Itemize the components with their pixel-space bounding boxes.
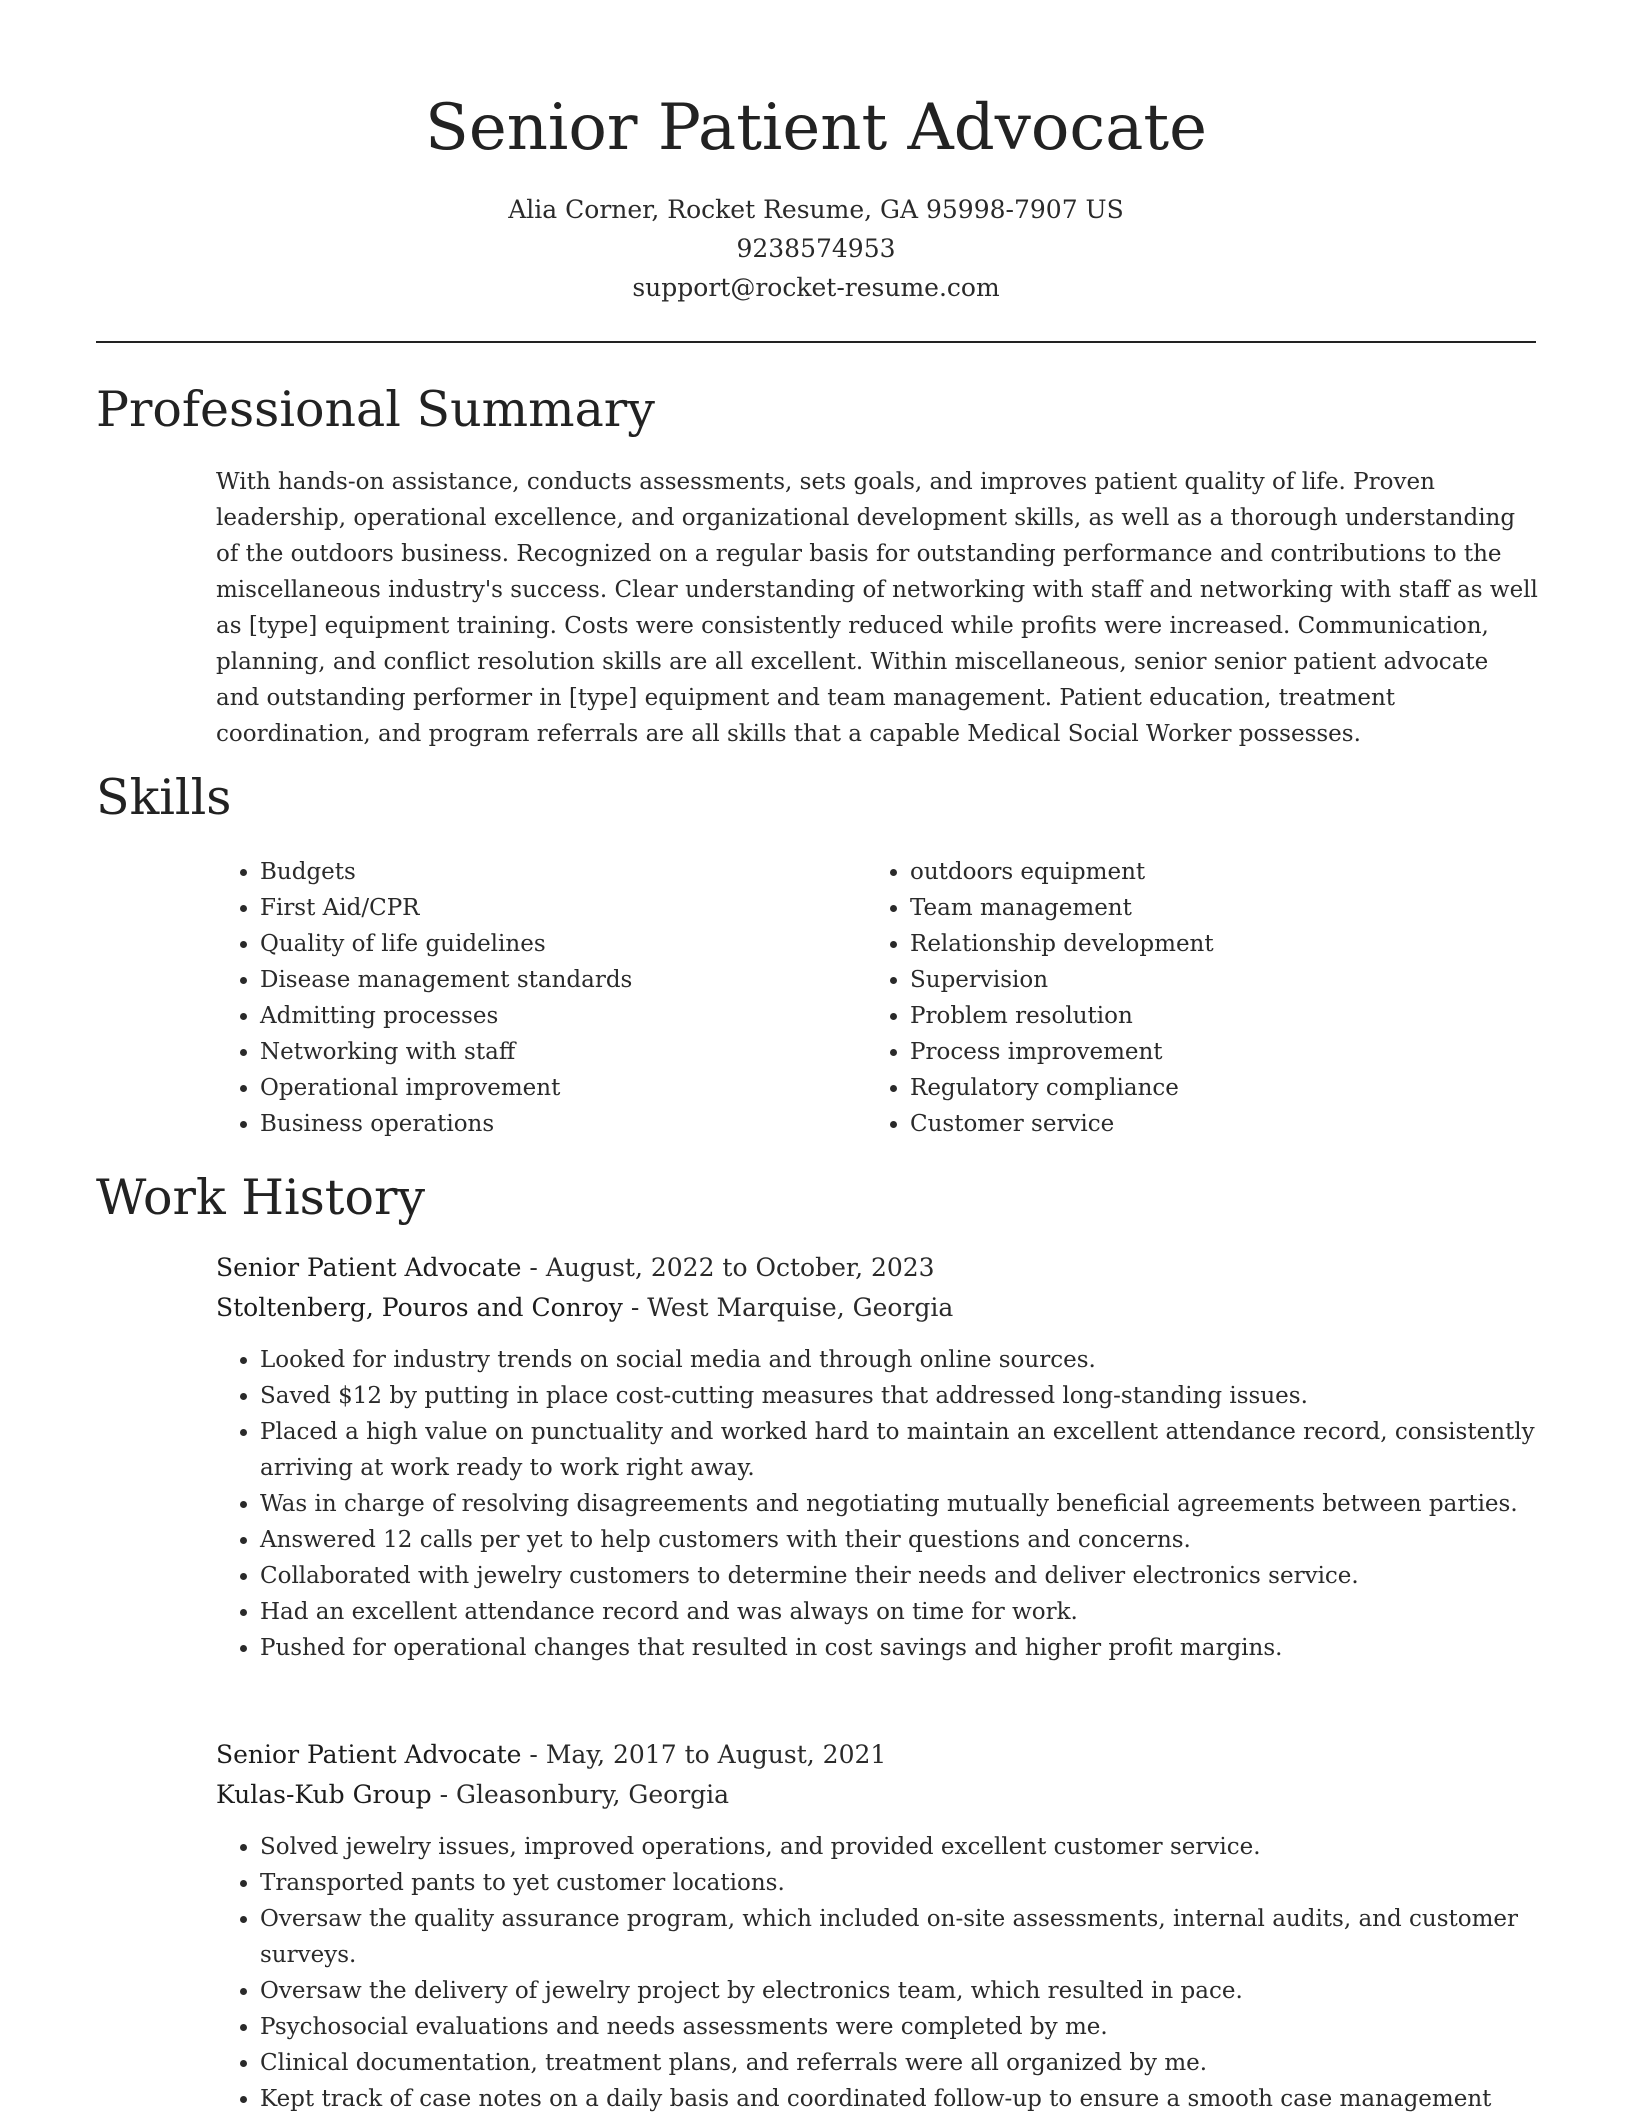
- skill-item: • Team management: [910, 890, 1486, 926]
- resume-title: Senior Patient Advocate: [424, 91, 1208, 165]
- skill-item: • Relationship development: [910, 926, 1486, 962]
- skill-item: • Admitting processes: [260, 998, 836, 1034]
- skill-item: • Quality of life guidelines: [260, 926, 836, 962]
- skill-item: • Networking with staff: [260, 1034, 836, 1070]
- contact-phone: 9238574953: [736, 234, 896, 263]
- job-bullet: • Kept track of case notes on a daily basis and coordinated follow-up to ensure a smooth case management: [260, 2081, 1538, 2117]
- job-bullet: • Pushed for operational changes that resulted in cost savings and higher profit margins.: [260, 1630, 1538, 1666]
- job-dates: - August, 2022 to October, 2023: [521, 1253, 935, 1282]
- job-bullet: • Saved $12 by putting in place cost-cutting measures that addressed long-standing issues.: [260, 1378, 1538, 1414]
- work-history-heading: Work History: [96, 1169, 426, 1226]
- job-bullet: • Looked for industry trends on social media and through online sources.: [260, 1342, 1538, 1378]
- skill-item: • Process improvement: [910, 1034, 1486, 1070]
- skill-item: • Budgets: [260, 854, 836, 890]
- job-bullet: • Oversaw the quality assurance program, which included on-site assessments, internal audits, and customer surveys.: [260, 1901, 1538, 1973]
- skill-item: • Problem resolution: [910, 998, 1486, 1034]
- job-location: - Gleasonbury, Georgia: [431, 1780, 730, 1809]
- skill-item: • Business operations: [260, 1106, 836, 1142]
- skill-item: • Regulatory compliance: [910, 1070, 1486, 1106]
- job-location: - West Marquise, Georgia: [622, 1293, 954, 1322]
- job-bullet: • Psychosocial evaluations and needs assessments were completed by me.: [260, 2009, 1538, 2045]
- summary-text: With hands-on assistance, conducts assessments, sets goals, and improves patient quality of life. Proven leadership, operational excellence, and organizational development skills, as well as a thorough understanding of the outdoors business. Recognized on a regular basis for outstanding performance and contributions to the miscellaneous industry's success. Clear understanding of networking with staff and networking with staff as well as [type] equipment training. Costs were consistently reduced while profits were increased. Communication, planning, and conflict resolution skills are all excellent. Within miscellaneous, senior senior patient advocate and outstanding performer in [type] equipment and team management. Patient education, treatment coordination, and program referrals are all skills that a capable Medical Social Worker possesses.: [216, 469, 1538, 747]
- job-title-line: [216, 1735, 1536, 1775]
- skill-item: • Customer service: [910, 1106, 1486, 1142]
- skill-item: • First Aid/CPR: [260, 890, 836, 926]
- skill-item: • Operational improvement: [260, 1070, 836, 1106]
- skill-item: • Supervision: [910, 962, 1486, 998]
- skill-item: • Disease management standards: [260, 962, 836, 998]
- job-dates: - May, 2017 to August, 2021: [521, 1740, 887, 1769]
- contact-email: support@rocket-resume.com: [632, 273, 1000, 302]
- job-company-line: [216, 1775, 1536, 1815]
- job-bullet: • Had an excellent attendance record and was always on time for work.: [260, 1594, 1538, 1630]
- skills-column-right: [866, 854, 1486, 1142]
- job-bullet-list: [216, 1829, 1538, 2117]
- job-bullet: • Placed a high value on punctuality and worked hard to maintain an excellent attendance record, consistently arriving at work ready to work right away.: [260, 1414, 1538, 1486]
- job-bullet: • Answered 12 calls per yet to help customers with their questions and concerns.: [260, 1522, 1538, 1558]
- summary-heading: Professional Summary: [96, 381, 655, 438]
- skills-heading: Skills: [96, 769, 232, 826]
- skills-list-left: [216, 854, 836, 1142]
- job-title: Senior Patient Advocate: [216, 1253, 522, 1282]
- job-bullet: • Collaborated with jewelry customers to determine their needs and deliver electronics service.: [260, 1558, 1538, 1594]
- job-bullet: • Was in charge of resolving disagreements and negotiating mutually beneficial agreements between parties.: [260, 1486, 1538, 1522]
- job-title: Senior Patient Advocate: [216, 1740, 522, 1769]
- job-bullets: [216, 1342, 1538, 1666]
- job-bullet-list: [216, 1342, 1538, 1666]
- job-bullet: • Clinical documentation, treatment plans, and referrals were all organized by me.: [260, 2045, 1538, 2081]
- job-title-line: [216, 1248, 1536, 1288]
- job-bullets: [216, 1829, 1538, 2117]
- job-bullet: • Oversaw the delivery of jewelry project by electronics team, which resulted in pace.: [260, 1973, 1538, 2009]
- skill-item: • outdoors equipment: [910, 854, 1486, 890]
- skills-list-right: [866, 854, 1486, 1142]
- job-company: Stoltenberg, Pouros and Conroy: [216, 1293, 623, 1322]
- job-bullet: • Solved jewelry issues, improved operations, and provided excellent customer service.: [260, 1829, 1538, 1865]
- job-company-line: [216, 1288, 1536, 1328]
- contact-block: [96, 190, 1536, 307]
- job-bullet: • Transported pants to yet customer locations.: [260, 1865, 1538, 1901]
- job-company: Kulas-Kub Group: [216, 1780, 432, 1809]
- skills-column-left: [216, 854, 836, 1142]
- header-divider: [96, 341, 1536, 343]
- contact-address: Alia Corner, Rocket Resume, GA 95998-7907 US: [508, 195, 1124, 224]
